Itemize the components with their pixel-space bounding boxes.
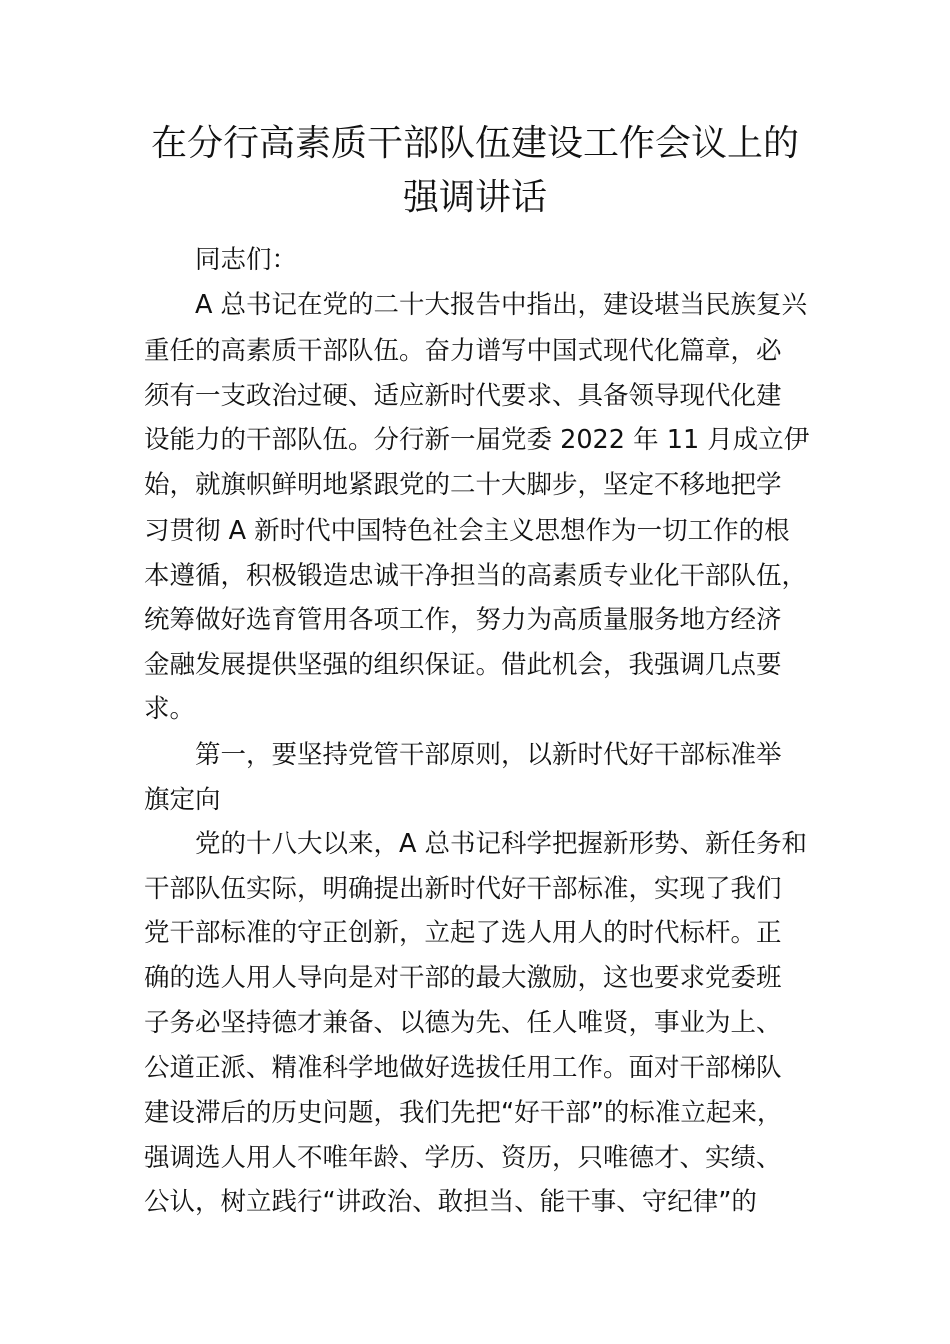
paragraph-line: 党干部标准的守正创新，立起了选人用人的时代标杆。正 (144, 918, 782, 948)
paragraph-line: 党的十八大以来，A 总书记科学把握新形势、新任务和 (195, 829, 808, 859)
salutation: 同志们： (195, 245, 298, 275)
paragraph-line: 本遵循，积极锻造忠诚干净担当的高素质专业化干部队伍， (144, 561, 808, 591)
paragraph-line: 须有一支政治过硬、适应新时代要求、具备领导现代化建 (144, 381, 782, 411)
paragraph-line: 公道正派、精准科学地做好选拔任用工作。面对干部梯队 (144, 1053, 782, 1083)
document-title-line-1: 在分行高素质干部队伍建设工作会议上的 (150, 123, 799, 164)
paragraph-line: 统筹做好选育管用各项工作，努力为高质量服务地方经济 (144, 605, 782, 635)
paragraph-line: 重任的高素质干部队伍。奋力谱写中国式现代化篇章，必 (144, 336, 782, 366)
paragraph-line: 金融发展提供坚强的组织保证。借此机会，我强调几点要 (144, 650, 782, 680)
section-heading-line: 旗定向 (144, 785, 221, 815)
paragraph-line: 始，就旗帜鲜明地紧跟党的二十大脚步，坚定不移地把学 (144, 470, 782, 500)
paragraph-line: 设能力的干部队伍。分行新一届党委 2022 年 11 月成立伊 (144, 425, 810, 455)
paragraph-line: 子务必坚持德才兼备、以德为先、任人唯贤，事业为上、 (144, 1008, 782, 1038)
paragraph-line: A 总书记在党的二十大报告中指出，建设堪当民族复兴 (195, 290, 808, 320)
paragraph-line: 确的选人用人导向是对干部的最大激励，这也要求党委班 (144, 963, 782, 993)
paragraph-line: 干部队伍实际，明确提出新时代好干部标准，实现了我们 (144, 874, 782, 904)
paragraph-line: 求。 (144, 694, 196, 724)
document-title-line-2: 强调讲话 (402, 177, 547, 218)
paragraph-line: 公认，树立践行“讲政治、敢担当、能干事、守纪律”的 (144, 1187, 757, 1217)
paragraph-line: 强调选人用人不唯年龄、学历、资历，只唯德才、实绩、 (144, 1143, 782, 1173)
paragraph-line: 习贯彻 A 新时代中国特色社会主义思想作为一切工作的根 (144, 516, 790, 546)
section-heading-line: 第一，要坚持党管干部原则，以新时代好干部标准举 (195, 740, 782, 770)
paragraph-line: 建设滞后的历史问题，我们先把“好干部”的标准立起来， (144, 1098, 783, 1128)
